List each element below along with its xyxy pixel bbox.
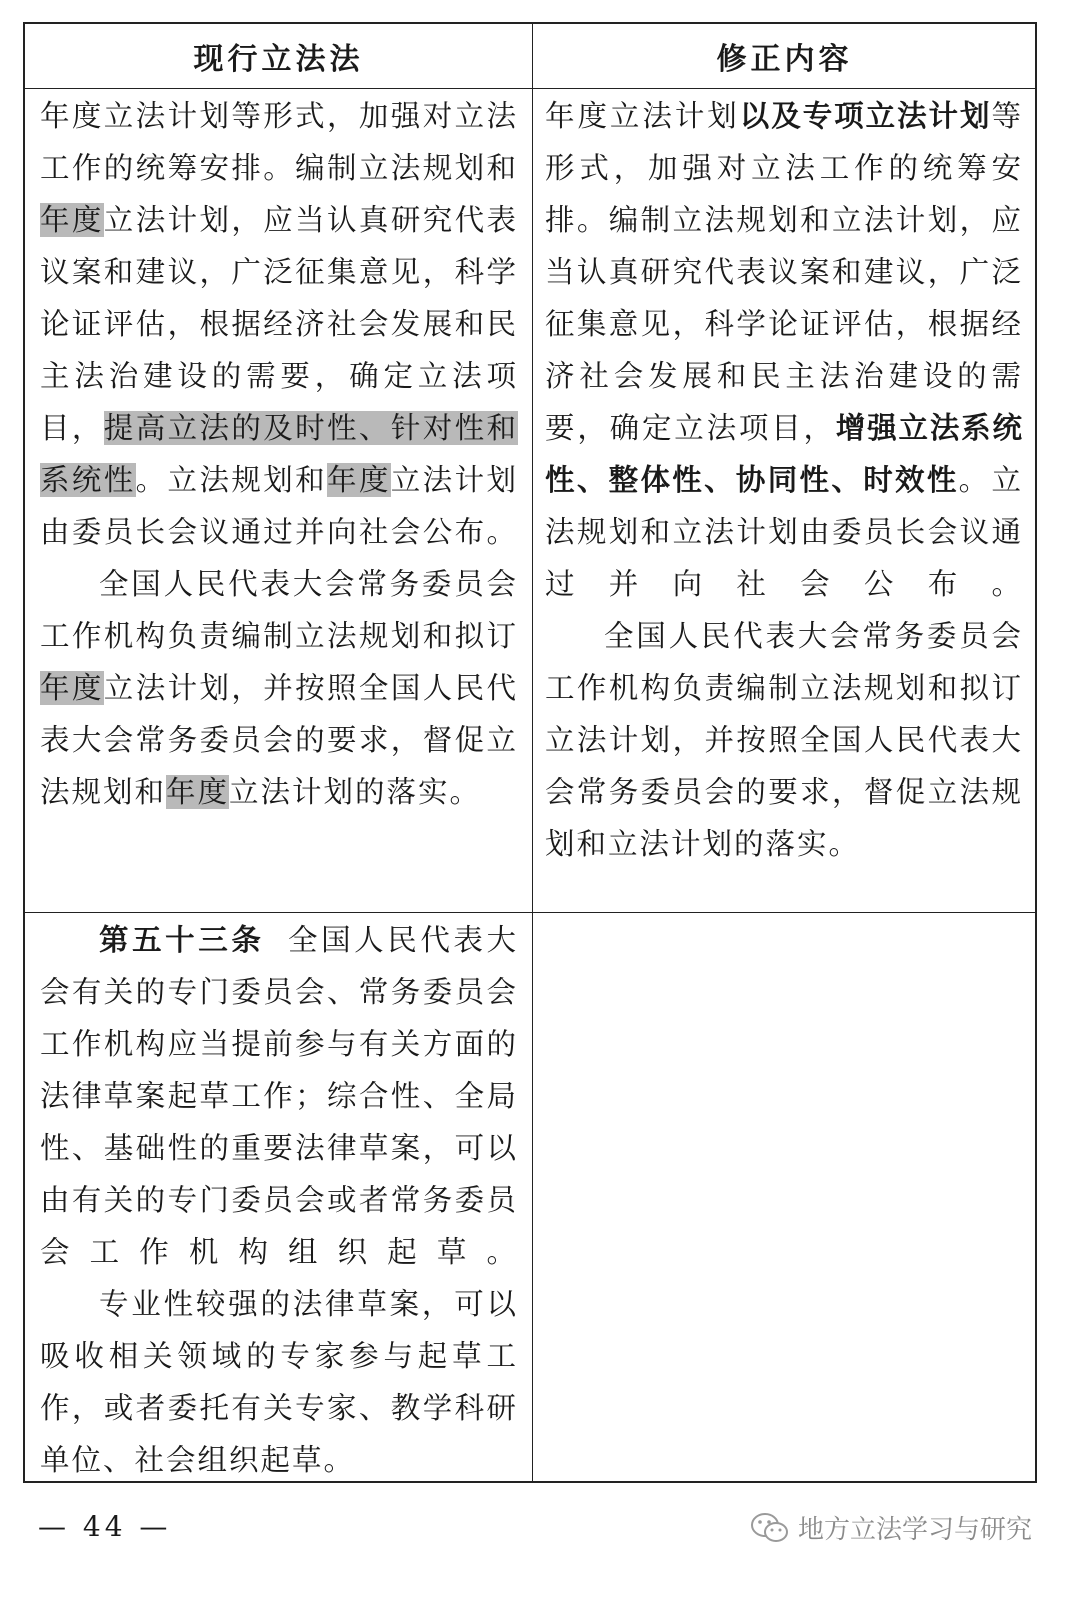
highlight-annual: 年度 <box>327 463 391 497</box>
column-divider <box>532 24 533 1481</box>
header-amendment: 修正内容 <box>716 42 853 77</box>
highlight-annual: 年度 <box>40 671 104 705</box>
text-run: 立法计划，并按照全国人民代表大会常务委员会的要求，督促立法规划和 <box>40 671 518 809</box>
text-run: 。立法规划和立法计划由委员长会议通过并向社会公布。 <box>545 463 1023 601</box>
watermark <box>750 1509 1032 1546</box>
current-law-paragraph-1 <box>40 90 518 558</box>
amendment-cell-1 <box>545 90 1023 870</box>
text-run: 年度立法计划 <box>545 99 740 133</box>
page-number: — 44 — <box>38 1510 172 1543</box>
current-law-cell-1 <box>40 90 518 818</box>
highlight-timeliness: 提高立法的及时性、针对性和系统性 <box>40 411 518 497</box>
highlight-annual: 年度 <box>40 203 104 237</box>
article-53-paragraph-1 <box>40 914 518 1278</box>
highlight-annual: 年度 <box>166 775 230 809</box>
header-divider <box>25 88 1035 89</box>
text-run: 立法计划，应当认真研究代表议案和建议，广泛征集意见，科学论证评估，根据经济社会发展和民主法治建设的需要，确定立法项目， <box>40 203 518 445</box>
article-53-paragraph-2: 专业性较强的法律草案，可以吸收相关领域的专家参与起草工作，或者委托有关专家、教学科研单位、社会组织起草。 <box>40 1287 518 1477</box>
header-current-law: 现行立法法 <box>193 42 364 77</box>
text-run: 全国人民代表大会有关的专门委员会、常务委员会工作机构应当提前参与有关方面的法律草案起草工作；综合性、全局性、基础性的重要法律草案，可以由有关的专门委员会或者常务委员会工作机构组织起草。 <box>40 923 518 1269</box>
amendment-paragraph-2: 全国人民代表大会常务委员会工作机构负责编制立法规划和拟订立法计划，并按照全国人民代表大会常务委员会的要求，督促立法规划和立法计划的落实。 <box>545 619 1023 861</box>
article-number: 第五十三条 <box>99 923 265 957</box>
text-run: 。立法规划和 <box>135 463 328 497</box>
amendment-paragraph-1 <box>545 90 1023 610</box>
row-divider <box>25 912 1035 913</box>
current-law-cell-2 <box>40 914 518 1486</box>
text-run: 等形式，加强对立法工作的统筹安排。编制立法规划和立法计划，应当认真研究代表议案和建议，广泛征集意见，科学论证评估，根据经济社会发展和民主法治建设的需要，确定立法项目， <box>545 99 1023 445</box>
bold-enhance-systematic: 增强立法系统性、整体性、协同性、时效性 <box>545 411 1023 497</box>
watermark-text: 地方立法学习与研究 <box>797 1515 1032 1545</box>
text-run: 立法计划由委员长会议通过并向社会公布。 <box>40 463 518 549</box>
wechat-icon <box>750 1511 790 1545</box>
text-run: 年度立法计划等形式，加强对立法工作的统筹安排。编制立法规划和 <box>40 99 518 185</box>
comparison-table <box>23 22 1037 1483</box>
current-law-paragraph-2 <box>40 558 518 818</box>
bold-special-plan: 以及专项立法计划 <box>739 99 992 133</box>
text-run: 全国人民代表大会常务委员会工作机构负责编制立法规划和拟订 <box>40 567 518 653</box>
text-run: 立法计划的落实。 <box>229 775 482 809</box>
